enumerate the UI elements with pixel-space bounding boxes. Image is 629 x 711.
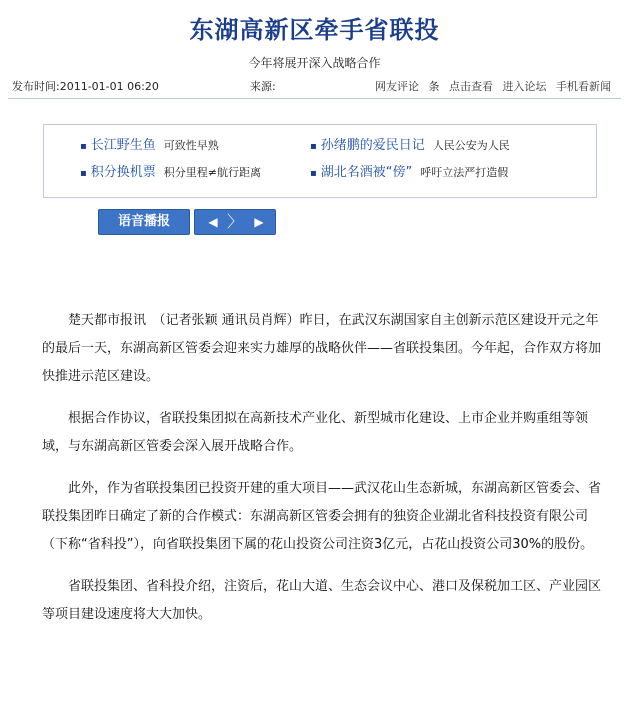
recommend-item (310, 137, 510, 153)
article-title: 东湖高新区牵手省联投 (189, 16, 440, 44)
recommend-item (80, 164, 261, 180)
audio-broadcast-button[interactable]: 语音播报 (98, 209, 190, 235)
recommend-link[interactable]: 长江野生鱼 (90, 138, 156, 153)
recommend-desc: 人民公安为人民 (432, 139, 510, 152)
article-paragraph: 此外，作为省联投集团已投资开建的重大项目——武汉花山生态新城，东湖高新区管委会、省联投集团昨日确定了新的合作模式：东湖高新区管委会拥有的独资企业湖北省科技投资有限公司（下称“省科投”），向省联投集团下属的花山投资公司注资3亿元，占花山投资公司30%的股份。 (42, 481, 602, 552)
article-meta (12, 78, 617, 94)
forum-link[interactable]: 进入论坛 (502, 80, 547, 93)
article-paragraph: 楚天都市报讯 （记者张颖 通讯员肖辉）昨日，在武汉东湖国家自主创新示范区建设开元之年的最后一天，东湖高新区管委会迎来实力雄厚的战略伙伴——省联投集团。今年起，合作双方将加快推进示范区建设。 (42, 313, 602, 384)
comment-link[interactable]: 网友评论 (375, 80, 419, 93)
recommend-desc: 积分里程≠航行距离 (163, 166, 262, 179)
bullet-icon: ▪ (310, 168, 317, 179)
bullet-icon: ▪ (80, 168, 87, 179)
chevron-right-icon[interactable]: 〉 (226, 212, 243, 231)
bullet-icon: ▪ (80, 141, 87, 152)
comment-count-suffix: 条 (428, 80, 440, 93)
meta-links (369, 78, 611, 94)
article-subtitle: 今年将展开深入战略合作 (248, 56, 381, 70)
source-label: 来源: (250, 80, 276, 93)
prev-icon[interactable]: ◀ (208, 215, 218, 229)
recommend-item (310, 164, 508, 180)
audio-player-controls (194, 209, 276, 235)
bullet-icon: ▪ (310, 141, 317, 152)
article-paragraph: 省联投集团、省科投介绍，注资后，花山大道、生态会议中心、港口及保税加工区、产业园区等项目建设速度将大大加快。 (42, 579, 602, 622)
article-paragraph: 根据合作协议，省联投集团拟在高新技术产业化、新型城市化建设、上市企业并购重组等领域，与东湖高新区管委会深入展开战略合作。 (42, 411, 589, 454)
next-icon[interactable]: ▶ (254, 215, 264, 229)
article-body (42, 307, 608, 643)
recommend-box (43, 124, 597, 198)
header-divider (8, 98, 621, 99)
recommend-link[interactable]: 湖北名酒被“傍” (320, 165, 413, 180)
mobile-news-link[interactable]: 手机看新闻 (556, 80, 611, 93)
recommend-desc: 呼吁立法严打造假 (420, 166, 509, 179)
recommend-item (80, 137, 219, 153)
view-comments-link[interactable]: 点击查看 (449, 80, 493, 93)
recommend-link[interactable]: 积分换机票 (90, 165, 156, 180)
recommend-desc: 可致性早熟 (163, 139, 219, 152)
recommend-link[interactable]: 孙绪鹏的爱民日记 (320, 138, 425, 153)
publish-time: 发布时间:2011-01-01 06:20 (12, 80, 159, 93)
